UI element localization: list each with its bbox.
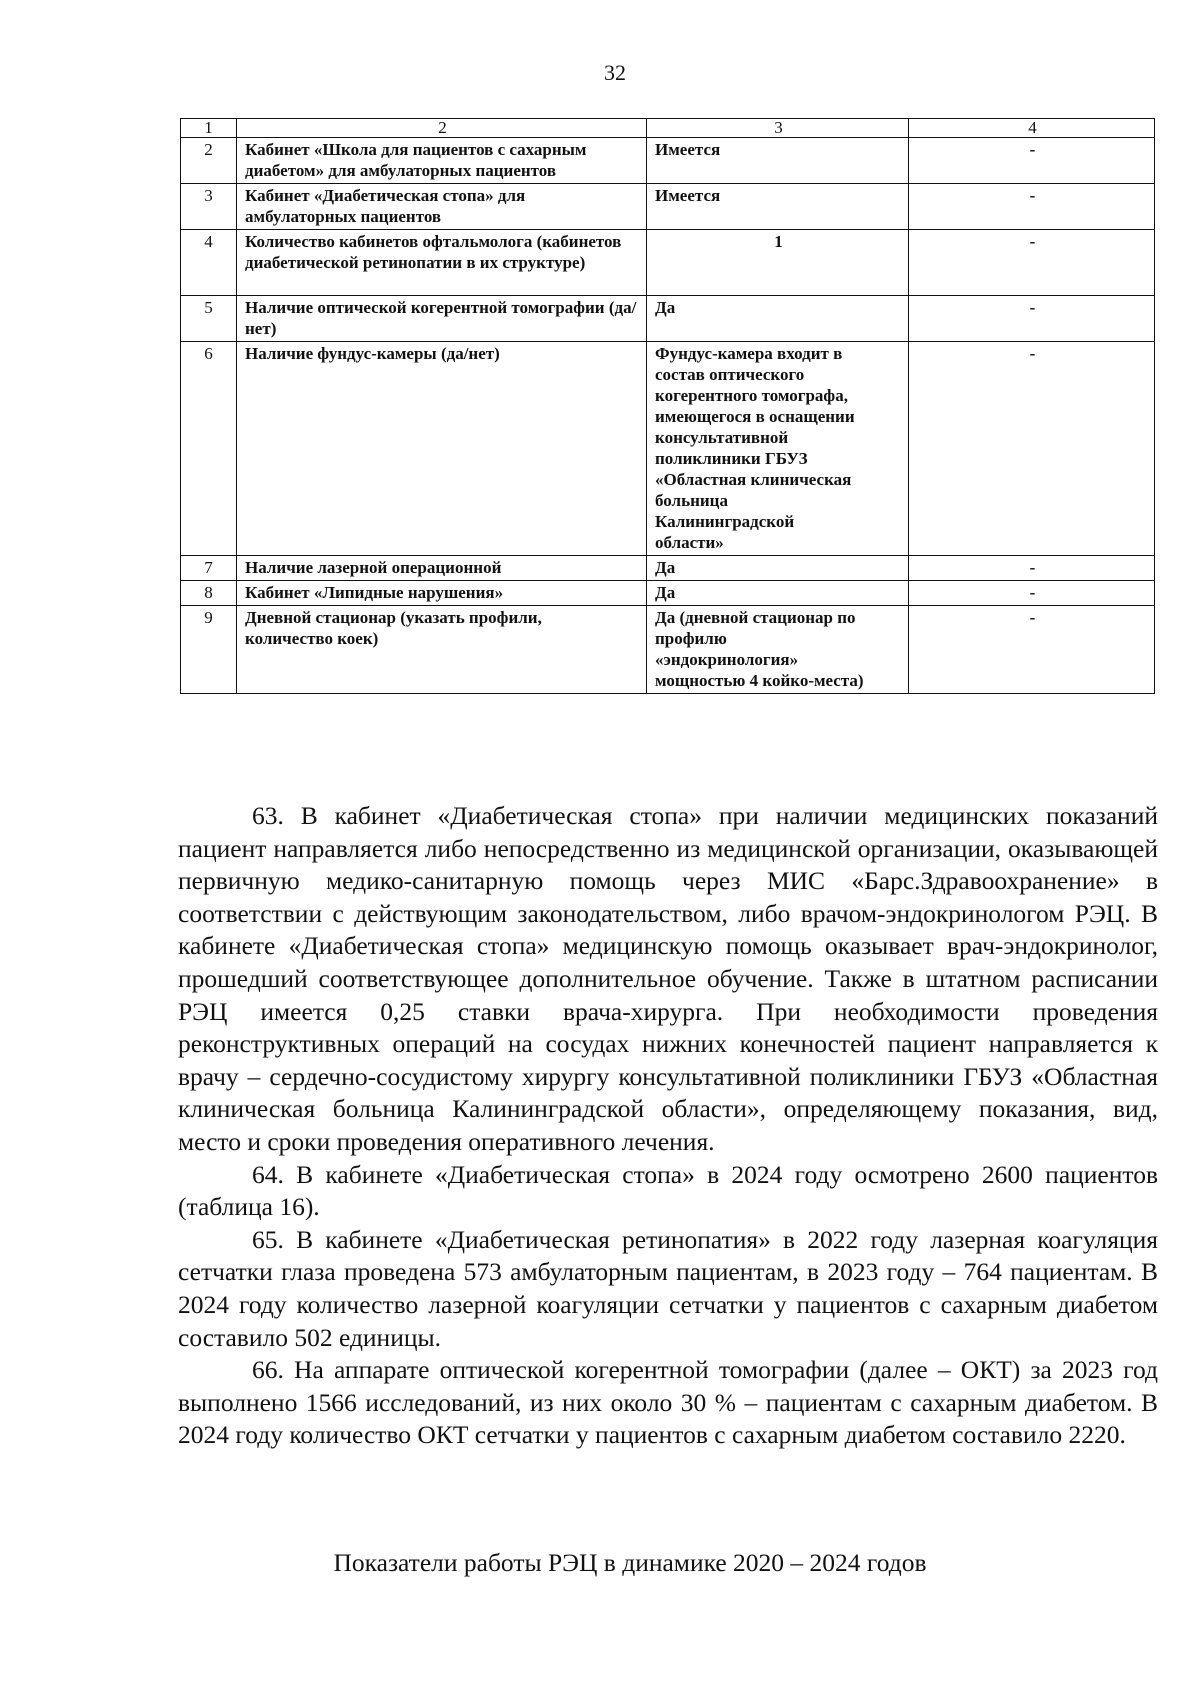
- row-value: Имеется: [647, 184, 909, 230]
- row-note: -: [909, 556, 1155, 581]
- row-name: Кабинет «Диабетическая стопа» для амбулаторных пациентов: [237, 184, 647, 230]
- header-cell: 3: [647, 119, 909, 138]
- row-name: Дневной стационар (указать профили, количество коек): [237, 606, 647, 694]
- row-number: 3: [181, 184, 237, 230]
- paragraph-64: 64. В кабинете «Диабетическая стопа» в 2024 году осмотрено 2600 пациентов (таблица 16).: [178, 1159, 1158, 1222]
- page-number: 32: [604, 60, 626, 85]
- row-value: Да: [647, 556, 909, 581]
- row-name: Кабинет «Школа для пациентов с сахарным диабетом» для амбулаторных пациентов: [237, 138, 647, 184]
- paragraph-66: 66. На аппарате оптической когерентной томографии (далее – ОКТ) за 2023 год выполнено 1566 исследований, из них около 30 % – пациентам с сахарным диабетом. В 2024 году количество ОКТ сетчатки у пациентов с сахарным диабетом составило 2220.: [178, 1355, 1158, 1450]
- row-note: -: [909, 606, 1155, 694]
- table-row: [181, 296, 1155, 342]
- header-cell: 2: [237, 119, 647, 138]
- header-cell: 4: [909, 119, 1155, 138]
- row-note: -: [909, 138, 1155, 184]
- table-row: [181, 556, 1155, 581]
- row-number: 6: [181, 342, 237, 556]
- table-row: [181, 606, 1155, 694]
- row-note: -: [909, 230, 1155, 296]
- row-name: Количество кабинетов офтальмолога (кабинетов диабетической ретинопатии в их структуре): [237, 230, 647, 296]
- table-caption: Показатели работы РЭЦ в динамике 2020 – 2024 годов: [333, 1548, 927, 1577]
- paragraph-65: 65. В кабинете «Диабетическая ретинопатия» в 2022 году лазерная коагуляция сетчатки глаза проведена 573 амбулаторным пациентам, в 2023 году – 764 пациентам. В 2024 году количество лазерной коагуляции сетчатки у пациентов с сахарным диабетом составило 502 единицы.: [178, 1224, 1158, 1352]
- row-note: -: [909, 296, 1155, 342]
- row-name: Наличие фундус-камеры (да/нет): [237, 342, 647, 556]
- body-text: [178, 800, 1158, 1452]
- table-row: [181, 342, 1155, 556]
- row-value: Да (дневной стационар по профилю «эндокринология» мощностью 4 койко-места): [647, 606, 909, 694]
- table-row: [181, 184, 1155, 230]
- row-number: 4: [181, 230, 237, 296]
- row-number: 5: [181, 296, 237, 342]
- row-name: Кабинет «Липидные нарушения»: [237, 581, 647, 606]
- row-note: -: [909, 342, 1155, 556]
- table-header-row: [181, 119, 1155, 138]
- paragraph-63: 63. В кабинет «Диабетическая стопа» при наличии медицинских показаний пациент направляется либо непосредственно из медицинской организации, оказывающей первичную медико-санитарную помощь через МИС «Барс.Здравоохранение» в соответствии с действующим законодательством, либо врачом-эндокринологом РЭЦ. В кабинете «Диабетическая стопа» медицинскую помощь оказывает врач-эндокринолог, прошедший соответствующее дополнительное обучение. Также в штатном расписании РЭЦ имеется 0,25 ставки врача-хирурга. При необходимости проведения реконструктивных операций на сосудах нижних конечностей пациент направляется к врачу – сердечно-сосудистому хирургу консультативной поликлиники ГБУЗ «Областная клиническая больница Калининградской области», определяющему показания, вид, место и сроки проведения оперативного лечения.: [178, 801, 1158, 1156]
- row-number: 8: [181, 581, 237, 606]
- table-row: [181, 581, 1155, 606]
- header-cell: 1: [181, 119, 237, 138]
- row-number: 9: [181, 606, 237, 694]
- row-note: -: [909, 581, 1155, 606]
- row-name: Наличие лазерной операционной: [237, 556, 647, 581]
- row-name: Наличие оптической когерентной томографии (да/нет): [237, 296, 647, 342]
- row-value: 1: [647, 230, 909, 296]
- row-number: 7: [181, 556, 237, 581]
- row-value: Имеется: [647, 138, 909, 184]
- row-value: Да: [647, 296, 909, 342]
- row-number: 2: [181, 138, 237, 184]
- row-value: Да: [647, 581, 909, 606]
- table-row: [181, 138, 1155, 184]
- row-note: -: [909, 184, 1155, 230]
- equipment-table: [180, 118, 1155, 694]
- table-row: [181, 230, 1155, 296]
- row-value: Фундус-камера входит в состав оптического когерентного томографа, имеющегося в оснащении консультативной поликлиники ГБУЗ «Областная клиническая больница Калининградской области»: [647, 342, 909, 556]
